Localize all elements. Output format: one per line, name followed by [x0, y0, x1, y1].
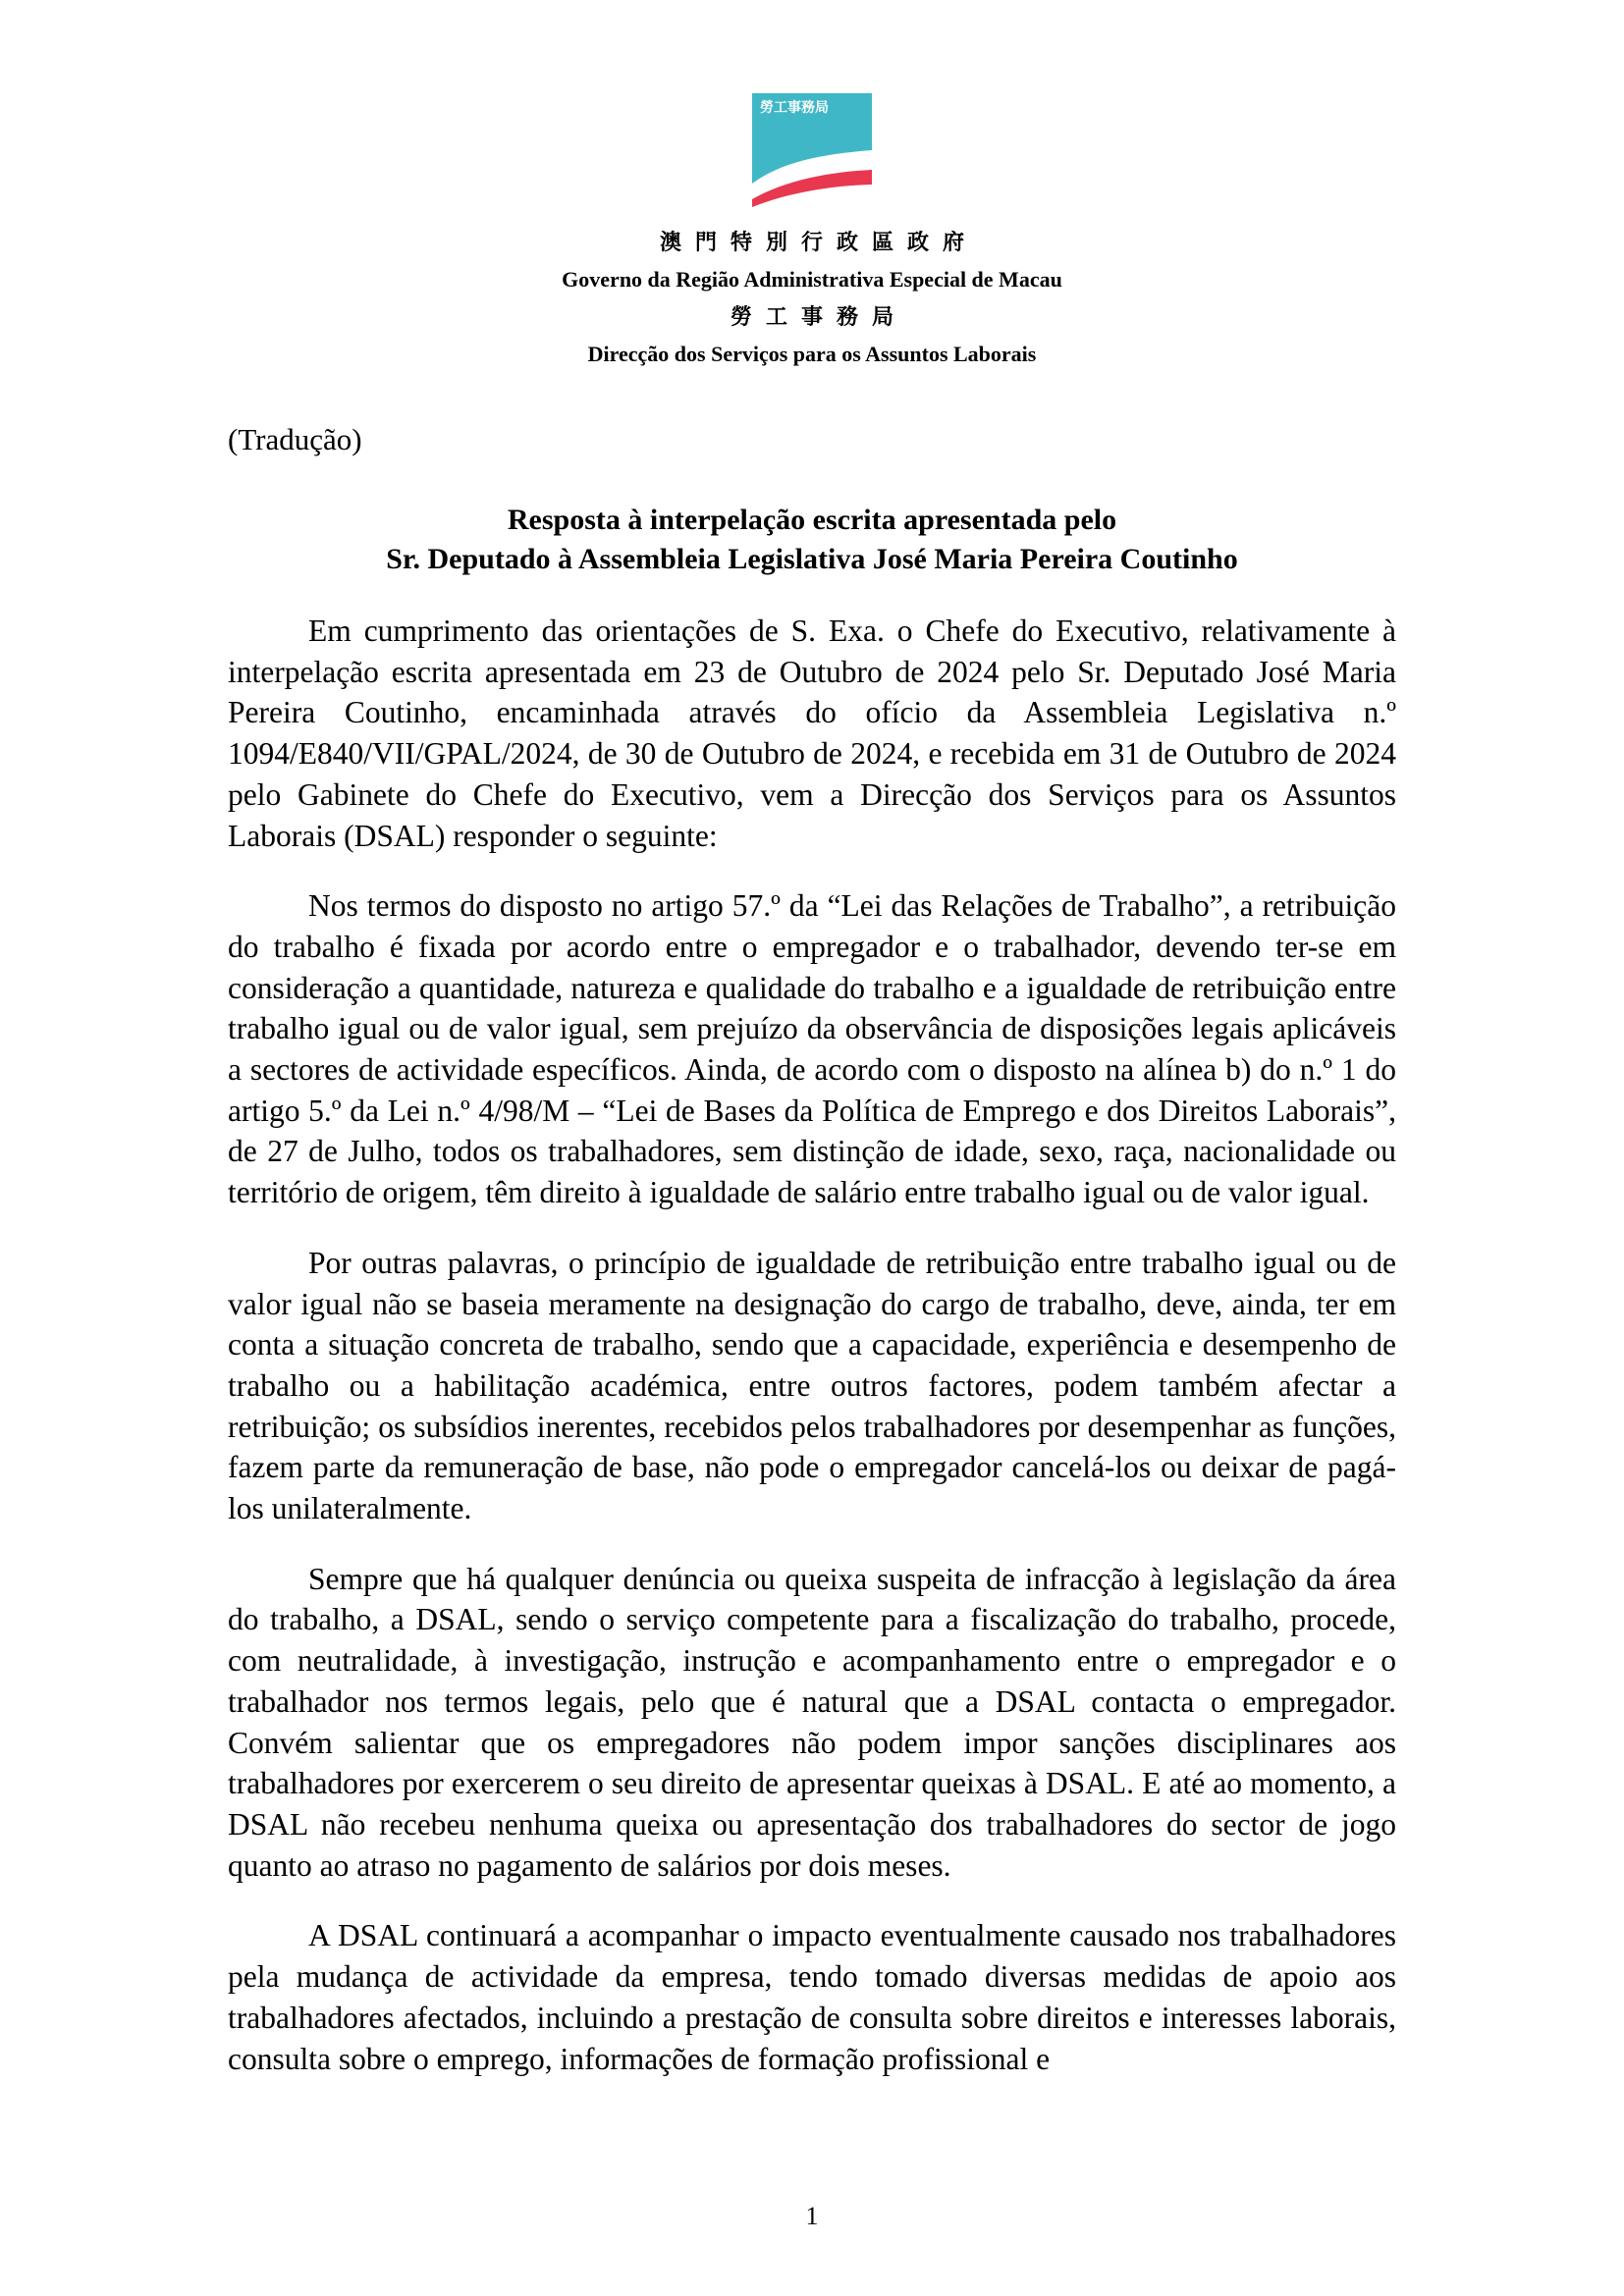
- government-name-zh: 澳門特別行政區政府: [659, 230, 978, 254]
- document-body: [228, 611, 1396, 2109]
- letterhead: [0, 93, 1624, 372]
- title-line-2: Sr. Deputado à Assembleia Legislativa José Maria Pereira Coutinho: [386, 543, 1238, 575]
- translation-note: (Tradução): [228, 422, 362, 456]
- logo-title-zh: 勞工事務局: [760, 100, 829, 116]
- document-title: [228, 501, 1396, 579]
- paragraph-3: Por outras palavras, o princípio de igualdade de retribuição entre trabalho igual ou de valor igual não se baseia meramente na designação do cargo de trabalho, deve, ainda, ter em conta a situação concreta de trabalho, sendo que a capacidade, experiência e desempenho de trabalho ou a habilitação académica, entre outros factores, podem também afectar a retribuição; os subsídios inerentes, recebidos pelos trabalhadores por desempenhar as funções, fazem parte da remuneração de base, não pode o empregador cancelá-los ou deixar de pagá-los unilateralmente.: [228, 1245, 1396, 1526]
- logo-abbr: DSAL: [819, 193, 863, 211]
- dsal-logo: [752, 93, 872, 213]
- department-name-pt: Direcção dos Serviços para os Assuntos Laborais: [587, 342, 1037, 366]
- paragraph-1: Em cumprimento das orientações de S. Exa. o Chefe do Executivo, relativamente à interpelação escrita apresentada em 23 de Outubro de 2024 pelo Sr. Deputado José Maria Pereira Coutinho, encaminhada através do ofício da Assembleia Legislativa n.º 1094/E840/VII/GPAL/2024, de 30 de Outubro de 2024, e recebida em 31 de Outubro de 2024 pelo Gabinete do Chefe do Executivo, vem a Direcção dos Serviços para os Assuntos Laborais (DSAL) responder o seguinte:: [228, 614, 1396, 853]
- government-name-pt: Governo da Região Administrativa Especial de Macau: [562, 267, 1062, 292]
- paragraph-5: A DSAL continuará a acompanhar o impacto eventualmente causado nos trabalhadores pela mudança de actividade da empresa, tendo tomado diversas medidas de apoio aos trabalhadores afectados, incluindo a prestação de consulta sobre direitos e interesses laborais, consulta sobre o emprego, informações de formação profissional e: [228, 1918, 1396, 2076]
- department-name-zh: 勞工事務局: [730, 304, 907, 329]
- paragraph-2: Nos termos do disposto no artigo 57.º da “Lei das Relações de Trabalho”, a retribuição do trabalho é fixada por acordo entre o empregador e o trabalhador, devendo ter-se em consideração a quantidade, natureza e qualidade do trabalho e a igualdade de retribuição entre trabalho igual ou de valor igual, sem prejuízo da observância de disposições legais aplicáveis a sectores de actividade específicos. Ainda, de acordo com o disposto na alínea b) do n.º 1 do artigo 5.º da Lei n.º 4/98/M – “Lei de Bases da Política de Emprego e dos Direitos Laborais”, de 27 de Julho, todos os trabalhadores, sem distinção de idade, sexo, raça, nacionalidade ou território de origem, têm direito à igualdade de salário entre trabalho igual ou de valor igual.: [228, 888, 1396, 1210]
- page-number: 1: [805, 2202, 819, 2230]
- title-line-1: Resposta à interpelação escrita apresentada pelo: [507, 504, 1117, 536]
- paragraph-4: Sempre que há qualquer denúncia ou queixa suspeita de infracção à legislação da área do trabalho, a DSAL, sendo o serviço competente para a fiscalização do trabalho, procede, com neutralidade, à investigação, instrução e acompanhamento entre o empregador e o trabalhador nos termos legais, pelo que é natural que a DSAL contacta o empregador. Convém salientar que os empregadores não podem impor sanções disciplinares aos trabalhadores por exercerem o seu direito de apresentar queixas à DSAL. E até ao momento, a DSAL não recebeu nenhuma queixa ou apresentação dos trabalhadores do sector de jogo quanto ao atraso no pagamento de salários por dois meses.: [228, 1561, 1396, 1883]
